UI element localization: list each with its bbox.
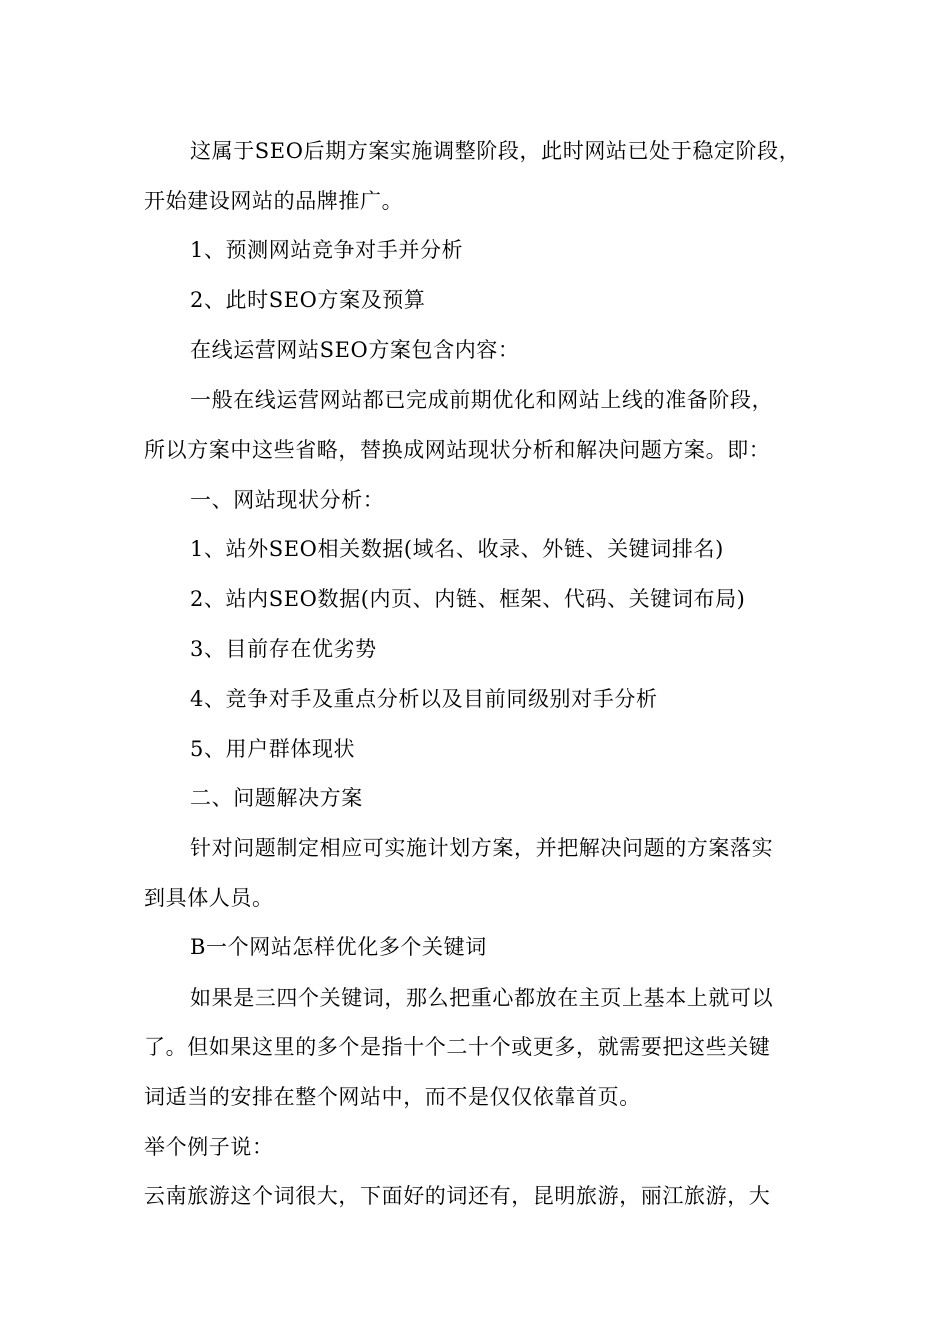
paragraph-line: 在线运营网站SEO方案包含内容：	[190, 338, 520, 362]
list-item: 5、用户群体现状	[190, 737, 356, 761]
paragraph-line: 举个例子说：	[144, 1135, 274, 1159]
list-item: 4、竞争对手及重点分析以及目前同级别对手分析	[190, 687, 658, 711]
section-heading: B一个网站怎样优化多个关键词	[190, 935, 487, 959]
paragraph-line: 这属于SEO后期方案实施调整阶段，此时网站已处于稳定阶段，	[190, 139, 801, 163]
section-heading: 二、问题解决方案	[190, 786, 363, 810]
list-item: 2、此时SEO方案及预算	[190, 288, 426, 312]
list-item: 3、目前存在优劣势	[190, 637, 377, 661]
list-item: 1、预测网站竞争对手并分析	[190, 238, 464, 262]
section-heading: 一、网站现状分析：	[190, 488, 385, 512]
paragraph-line: 云南旅游这个词很大，下面好的词还有，昆明旅游，丽江旅游，大	[144, 1184, 771, 1208]
paragraph-line: 了。但如果这里的多个是指十个二十个或更多，就需要把这些关键	[144, 1035, 771, 1059]
paragraph-line: 开始建设网站的品牌推广。	[144, 189, 404, 213]
paragraph-line: 所以方案中这些省略，替换成网站现状分析和解决问题方案。即：	[144, 438, 771, 462]
paragraph-line: 一般在线运营网站都已完成前期优化和网站上线的准备阶段，	[190, 388, 774, 412]
list-item: 1、站外SEO相关数据(域名、收录、外链、关键词排名)	[190, 537, 724, 561]
paragraph-line: 到具体人员。	[144, 886, 274, 910]
paragraph-line: 如果是三四个关键词，那么把重心都放在主页上基本上就可以	[190, 986, 774, 1010]
list-item: 2、站内SEO数据(内页、内链、框架、代码、关键词布局)	[190, 587, 746, 611]
paragraph-line: 针对问题制定相应可实施计划方案，并把解决问题的方案落实	[190, 836, 774, 860]
paragraph-line: 词适当的安排在整个网站中，而不是仅仅依靠首页。	[144, 1085, 641, 1109]
